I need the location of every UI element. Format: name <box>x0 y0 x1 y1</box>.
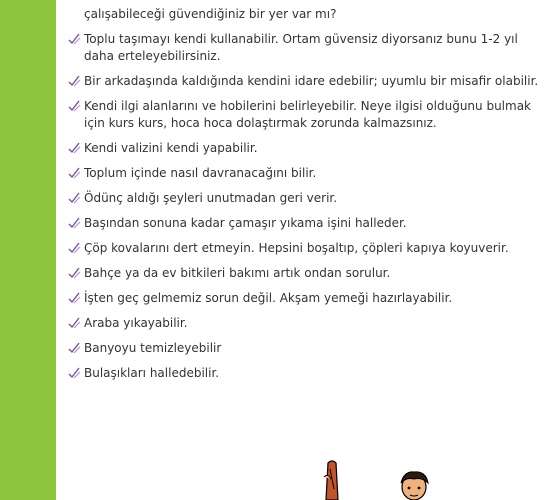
pencil-check-icon <box>68 267 81 280</box>
list-item-text: Çöp kovalarını dert etmeyin. Hepsini boşaltıp, çöpleri kapıya koyuverir. <box>84 241 509 255</box>
pencil-check-icon <box>68 167 81 180</box>
pencil-check-icon <box>68 75 81 88</box>
list-item <box>68 315 546 332</box>
list-item <box>68 265 546 282</box>
list-item <box>68 165 546 182</box>
pencil-check-icon <box>68 192 81 205</box>
list-item-text: Araba yıkayabilir. <box>84 316 188 330</box>
pencil-check-icon <box>68 142 81 155</box>
list-item-text: Toplum içinde nasıl davranacağını bilir. <box>84 166 317 180</box>
list-item-text: Başından sonuna kadar çamaşır yıkama işini halleder. <box>84 216 407 230</box>
list-item <box>68 290 546 307</box>
list-item-text: Toplu taşımayı kendi kullanabilir. Ortam güvensiz diyorsanız bunu 1-2 yıl daha erteleyebilirsiniz. <box>84 32 518 63</box>
list-item <box>68 31 546 65</box>
pencil-check-icon <box>68 317 81 330</box>
list-item <box>68 140 546 157</box>
list-item-text: İşten geç gelmemiz sorun değil. Akşam yemeği hazırlayabilir. <box>84 291 453 305</box>
tips-list <box>68 31 546 390</box>
list-item-text: Bulaşıkları halledebilir. <box>84 366 220 380</box>
cartoon-figures <box>318 459 448 500</box>
list-item <box>68 73 546 90</box>
pencil-check-icon <box>68 217 81 230</box>
left-green-sidebar <box>0 0 56 500</box>
pencil-check-icon <box>68 342 81 355</box>
list-item <box>68 340 546 357</box>
list-item-text: Bahçe ya da ev bitkileri bakımı artık ondan sorulur. <box>84 266 391 280</box>
list-item <box>68 190 546 207</box>
list-item-text: Banyoyu temizleyebilir <box>84 341 222 355</box>
intro-text: çalışabileceği güvendiğiniz bir yer var mı? <box>84 7 337 21</box>
pencil-check-icon <box>68 33 81 46</box>
list-item-text: Bir arkadaşında kaldığında kendini idare edebilir; uyumlu bir misafir olabilir. <box>84 74 539 88</box>
list-item <box>68 365 546 382</box>
pencil-check-icon <box>68 242 81 255</box>
pencil-check-icon <box>68 100 81 113</box>
pencil-check-icon <box>68 292 81 305</box>
list-item-text: Ödünç aldığı şeyleri unutmadan geri verir. <box>84 191 338 205</box>
list-item <box>68 240 546 257</box>
list-item <box>68 215 546 232</box>
pencil-check-icon <box>68 367 81 380</box>
list-item-text: Kendi valizini kendi yapabilir. <box>84 141 258 155</box>
list-item-text: Kendi ilgi alanlarını ve hobilerini belirleyebilir. Neye ilgisi olduğunu bulmak için kurs kurs, hoca hoca dolaştırmak zorunda kalmazsınız. <box>84 99 532 130</box>
list-item <box>68 98 546 132</box>
